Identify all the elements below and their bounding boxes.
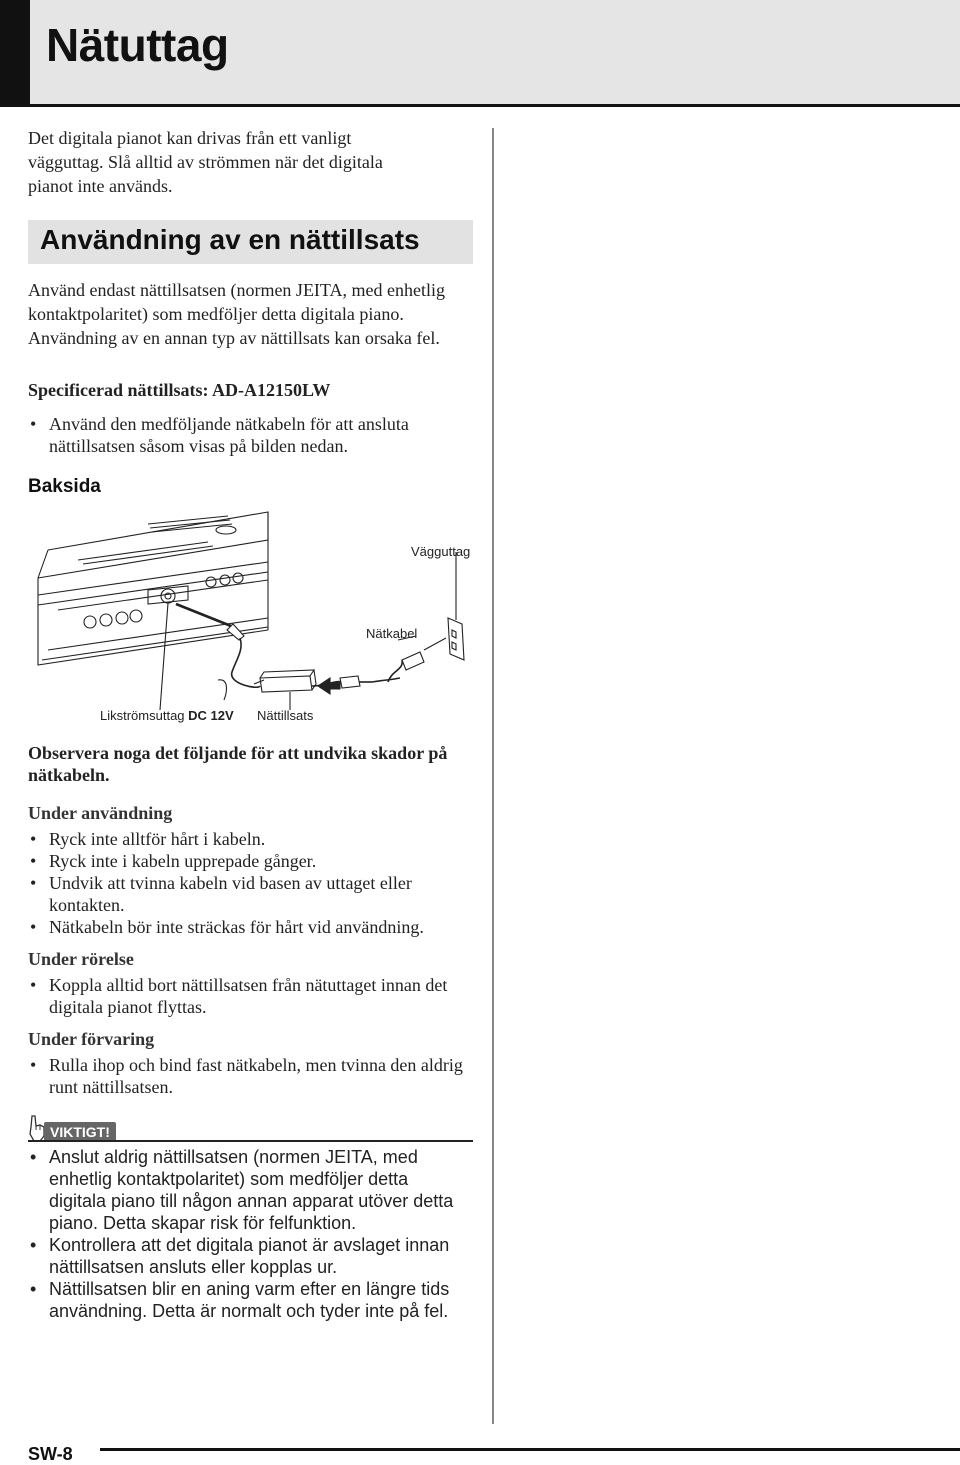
list-item: • Koppla alltid bort nättillsatsen från nätuttaget innan det digitala pianot flyttas.: [28, 974, 478, 1018]
use-subheading: Under användning: [28, 803, 173, 823]
section-heading-box: [28, 220, 473, 264]
storage-subheading: Under förvaring: [28, 1029, 155, 1049]
important-badge: VIKTIGT!: [44, 1122, 116, 1142]
important-list: [28, 1146, 468, 1322]
list-item: • Nätkabeln bör inte sträckas för hårt vid användning.: [28, 916, 478, 938]
care-heading: Observera noga det följande för att undvika skador på nätkabeln.: [28, 743, 448, 785]
dc-jack-label: Likströmsuttag DC 12V: [100, 708, 234, 723]
list-item: • Använd den medföljande nätkabeln för att ansluta nättillsatsen såsom visas på bilden nedan.: [28, 413, 478, 457]
title-bar: [0, 0, 960, 107]
list-item: • Undvik att tvinna kabeln vid basen av uttaget eller kontakten.: [28, 872, 478, 916]
title-accent-bar: [0, 0, 30, 104]
list-item: • Rulla ihop och bind fast nätkabeln, men tvinna den aldrig runt nättillsatsen.: [28, 1054, 478, 1098]
connection-diagram: [28, 500, 478, 730]
power-cord-label: Nätkabel: [366, 626, 418, 641]
list-item: • Nättillsatsen blir en aning varm efter en längre tids användning. Detta är normalt och tyder inte på fel.: [28, 1278, 468, 1322]
specified-adapter: Specificerad nättillsats: AD-A12150LW: [28, 380, 331, 400]
storage-list: [28, 1054, 478, 1098]
section-heading: Användning av en nättillsats: [40, 224, 420, 255]
move-list: [28, 974, 478, 1018]
adapter-paragraph: Använd endast nättillsatsen (normen JEITA, med enhetlig kontaktpolaritet) som medföljer detta digitala piano. Användning av en annan typ av nättillsats kan orsaka fel.: [28, 280, 445, 348]
list-item: • Ryck inte i kabeln upprepade gånger.: [28, 850, 478, 872]
page-number: SW-8: [28, 1444, 73, 1464]
column-divider: [492, 128, 494, 1424]
important-header: [28, 1114, 473, 1142]
diagram-caption: Baksida: [28, 476, 101, 497]
footer-rule: [100, 1448, 960, 1451]
wall-outlet-label: Vägguttag: [411, 544, 471, 559]
move-subheading: Under rörelse: [28, 949, 134, 969]
list-item: • Anslut aldrig nättillsatsen (normen JEITA, med enhetlig kontaktpolaritet) som medföljer detta digitala piano till någon annan apparat utöver detta piano. Detta skapar risk för felfunktion.: [28, 1146, 468, 1234]
intro-paragraph: Det digitala pianot kan drivas från ett vanligt vägguttag. Slå alltid av strömmen när det digitala pianot inte används.: [28, 128, 383, 196]
adapter-label: Nättillsats: [257, 708, 314, 723]
use-list: [28, 828, 478, 938]
list-item: • Kontrollera att det digitala pianot är avslaget innan nättillsatsen ansluts eller kopplas ur.: [28, 1234, 468, 1278]
list-item: • Ryck inte alltför hårt i kabeln.: [28, 828, 478, 850]
connect-bullet-list: [28, 413, 478, 457]
page-title: Nätuttag: [46, 19, 229, 71]
connection-illustration: [28, 500, 478, 730]
important-rule: [28, 1140, 473, 1142]
